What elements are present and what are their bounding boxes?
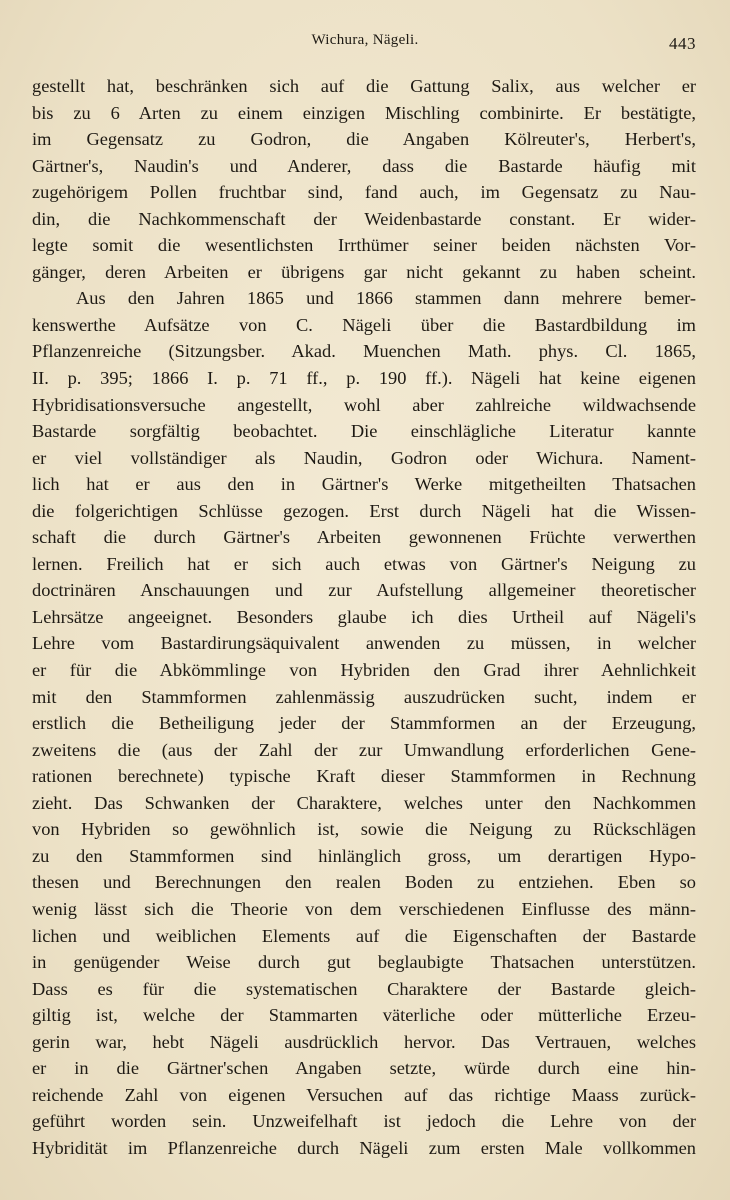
text-line: Lehrsätze angeeignet. Besonders glaube ich dies Urtheil auf Nägeli's (32, 606, 696, 627)
text-line: Pflanzenreiche (Sitzungsber. Akad. Muenchen Math. phys. Cl. 1865, (32, 341, 696, 362)
text-line: thesen und Berechnungen den realen Boden zu entziehen. Eben so (32, 872, 696, 893)
text-line: Bastarde sorgfältig beobachtet. Die einschlägliche Literatur kannte (32, 421, 696, 442)
text-line: gestellt hat, beschränken sich auf die Gattung Salix, aus welcher er (32, 76, 696, 96)
page-number: 443 (669, 34, 696, 53)
body-text (32, 73, 696, 1161)
text-line: doctrinären Anschauungen und zur Aufstellung allgemeiner theoretischer (32, 580, 696, 601)
text-line: II. p. 395; 1866 I. p. 71 ff., p. 190 ff.). Nägeli hat keine eigenen (32, 368, 696, 389)
text-line: rationen berechnete) typische Kraft dieser Stammformen in Rechnung (32, 766, 696, 787)
text-line: er in die Gärtner'schen Angaben setzte, würde durch eine hin- (32, 1058, 696, 1079)
text-line: reichende Zahl von eigenen Versuchen auf das richtige Maass zurück- (32, 1084, 696, 1105)
text-line: wenig lässt sich die Theorie von dem verschiedenen Einflusse des männ- (32, 898, 696, 919)
running-title: Wichura, Nägeli. (311, 32, 419, 48)
text-line: schaft die durch Gärtner's Arbeiten gewonnenen Früchte verwerthen (32, 527, 696, 548)
paragraph-first-line: Aus den Jahren 1865 und 1866 stammen dann mehrere bemer- (76, 288, 696, 309)
text-line: Hybridisationsversuche angestellt, wohl aber zahlreiche wildwachsende (32, 394, 696, 415)
text-line: Dass es für die systematischen Charaktere der Bastarde gleich- (32, 978, 696, 999)
text-line: zweitens die (aus der Zahl der zur Umwandlung erforderlichen Gene- (32, 739, 696, 760)
text-line: mit den Stammformen zahlenmässig auszudrücken sucht, indem er (32, 686, 696, 707)
text-line: die folgerichtigen Schlüsse gezogen. Erst durch Nägeli hat die Wissen- (32, 500, 696, 521)
text-line: lich hat er aus den in Gärtner's Werke mitgetheilten Thatsachen (32, 474, 696, 495)
running-head (0, 32, 730, 60)
text-line: im Gegensatz zu Godron, die Angaben Kölreuter's, Herbert's, (32, 129, 696, 150)
text-line: Gärtner's, Naudin's und Anderer, dass die Bastarde häufig mit (32, 155, 696, 176)
text-line: von Hybriden so gewöhnlich ist, sowie die Neigung zu Rückschlägen (32, 819, 696, 840)
text-line: legte somit die wesentlichsten Irrthümer seiner beiden nächsten Vor- (32, 235, 696, 256)
text-line: bis zu 6 Arten zu einem einzigen Mischling combinirte. Er bestätigte, (32, 102, 696, 123)
text-line: gänger, deren Arbeiten er übrigens gar nicht gekannt zu haben scheint. (32, 261, 696, 282)
text-line: in genügender Weise durch gut beglaubigte Thatsachen unterstützen. (32, 952, 696, 973)
text-line: giltig ist, welche der Stammarten väterliche oder mütterliche Erzeu- (32, 1005, 696, 1026)
text-line: lernen. Freilich hat er sich auch etwas von Gärtner's Neigung zu (32, 553, 696, 574)
text-line: kenswerthe Aufsätze von C. Nägeli über die Bastardbildung im (32, 314, 696, 335)
text-line: er für die Abkömmlinge von Hybriden den Grad ihrer Aehnlichkeit (32, 660, 696, 681)
text-line: er viel vollständiger als Naudin, Godron oder Wichura. Nament- (32, 447, 696, 468)
text-line: gerin war, hebt Nägeli ausdrücklich hervor. Das Vertrauen, welches (32, 1031, 696, 1052)
text-line: zu den Stammformen sind hinlänglich gross, um derartigen Hypo- (32, 845, 696, 866)
text-line: geführt worden sein. Unzweifelhaft ist jedoch die Lehre von der (32, 1111, 696, 1132)
text-line: erstlich die Betheiligung jeder der Stammformen an der Erzeugung, (32, 713, 696, 734)
text-line: din, die Nachkommenschaft der Weidenbastarde constant. Er wider- (32, 208, 696, 229)
text-line: zieht. Das Schwanken der Charaktere, welches unter den Nachkommen (32, 792, 696, 813)
text-line: lichen und weiblichen Elements auf die Eigenschaften der Bastarde (32, 925, 696, 946)
text-line: Hybridität im Pflanzenreiche durch Nägeli zum ersten Male vollkommen (32, 1137, 696, 1158)
text-line: Lehre vom Bastardirungsäquivalent anwenden zu müssen, in welcher (32, 633, 696, 654)
text-line: zugehörigem Pollen fruchtbar sind, fand auch, im Gegensatz zu Nau- (32, 182, 696, 203)
